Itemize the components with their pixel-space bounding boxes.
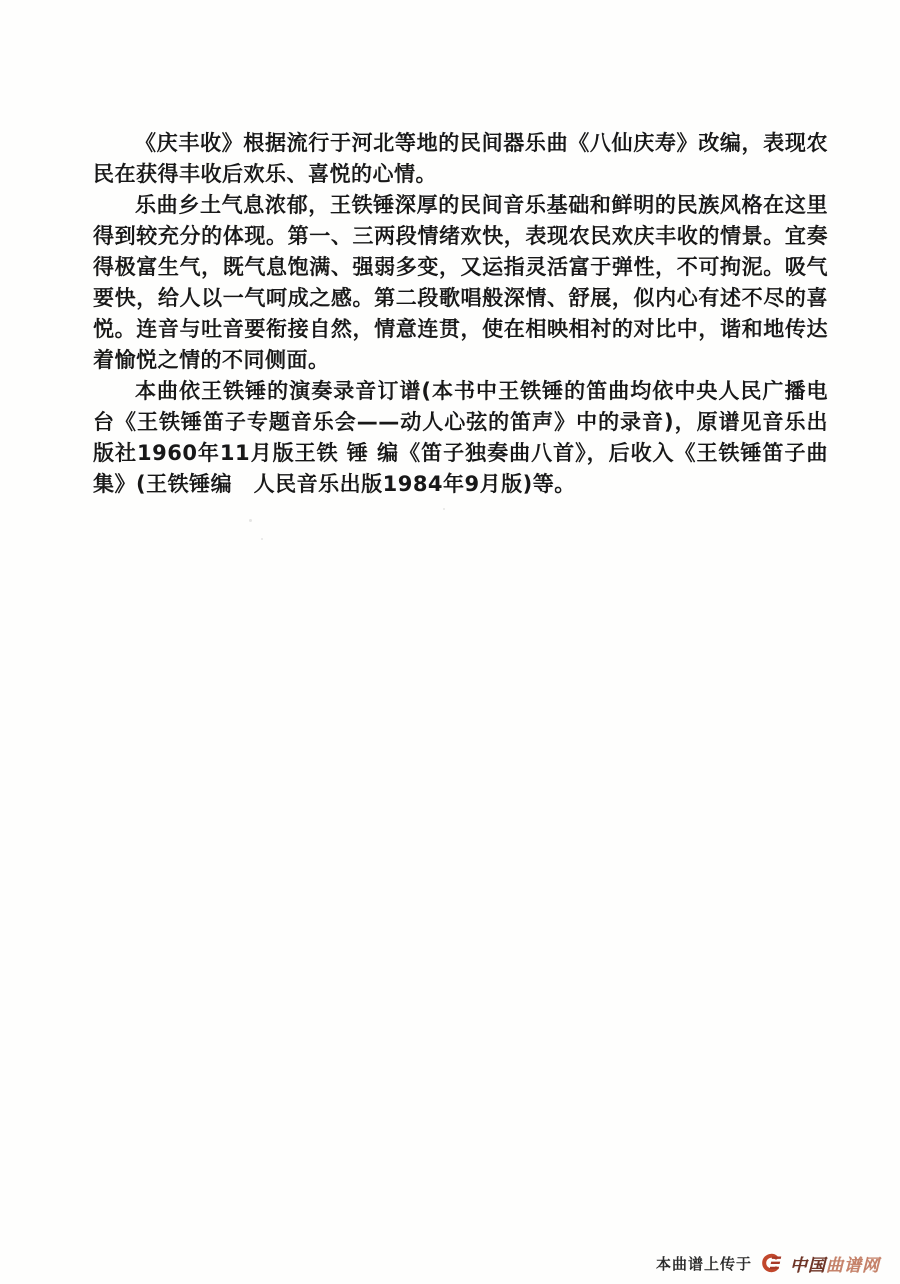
- qupu-logo-icon: [759, 1253, 783, 1273]
- scan-speckle: [443, 508, 445, 510]
- site-name: [790, 1251, 880, 1276]
- scan-speckle: [261, 538, 263, 540]
- scan-speckle: [249, 519, 252, 522]
- watermark: [656, 1250, 880, 1276]
- paragraph-intro: 《庆丰收》根据流行于河北等地的民间器乐曲《八仙庆寿》改编，表现农民在获得丰收后欢乐、喜悦的心情。: [93, 131, 828, 186]
- program-notes: [93, 128, 828, 500]
- site-name-primary: 中国: [790, 1255, 826, 1276]
- site-name-secondary: 曲谱网: [826, 1255, 880, 1276]
- paragraph-style-notes: 乐曲乡土气息浓郁，王铁锤深厚的民间音乐基础和鲜明的民族风格在这里得到较充分的体现。第一、三两段情绪欢快，表现农民欢庆丰收的情景。宜奏得极富生气，既气息饱满、强弱多变，又运指灵活富于弹性，不可拘泥。吸气要快，给人以一气呵成之感。第二段歌唱般深情、舒展，似内心有述不尽的喜悦。连音与吐音要衔接自然，情意连贯，使在相映相衬的对比中，谐和地传达着愉悦之情的不同侧面。: [93, 193, 828, 372]
- paragraph-source-notes: 本曲依王铁锤的演奏录音订谱(本书中王铁锤的笛曲均依中央人民广播电台《王铁锤笛子专题音乐会——动人心弦的笛声》中的录音)，原谱见音乐出版社1960年11月版王铁 锤 编《笛子独奏曲八首》，后收入《王铁锤笛子曲集》(王铁锤编 人民音乐出版1984年9月版)等。: [93, 379, 828, 496]
- scan-speckle: [109, 459, 111, 461]
- upload-label: 本曲谱上传于: [655, 1254, 752, 1273]
